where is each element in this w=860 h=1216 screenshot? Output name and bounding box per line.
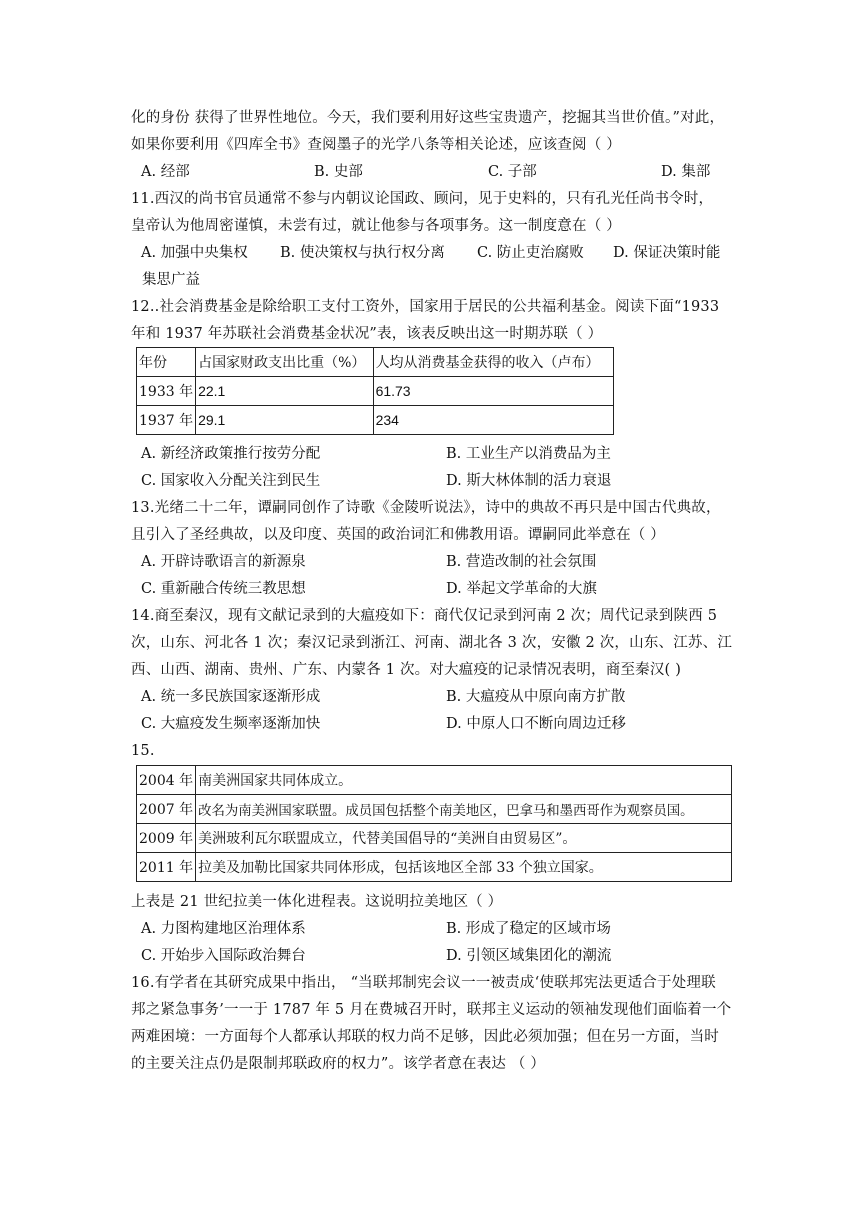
table-cell: 61.73 <box>373 377 613 406</box>
question-14-text: 次，山东、河北各 1 次；秦汉记录到浙江、河南、湖北各 3 次，安徽 2 次，山东、江苏、江 <box>131 635 733 651</box>
table-cell: 29.1 <box>196 406 373 435</box>
table-cell: 1937 年 <box>137 406 196 435</box>
ussr-fund-table <box>136 347 614 435</box>
question-16-text: 两难困境：一方面每个人都承认邦联的权力尚不足够，因此必须加强；但在另一方面，当时 <box>131 1029 719 1045</box>
question-13-text: 且引入了圣经典故，以及印度、英国的政治词汇和佛教用语。谭嗣同此举意在（ ） <box>131 527 666 543</box>
option-a: A. 统一多民族国家逐渐形成 <box>141 689 321 705</box>
table-cell: 美洲玻利瓦尔联盟成立，代替美国倡导的“美洲自由贸易区”。 <box>196 824 732 853</box>
table-row <box>137 853 732 882</box>
option-c: C. 子部 <box>488 164 537 180</box>
table-header-cell: 占国家财政支出比重（%） <box>196 348 373 377</box>
option-b: B. 使决策权与执行权分离 <box>280 245 445 261</box>
option-a: A. 力图构建地区治理体系 <box>141 921 306 937</box>
option-d: D. 斯大林体制的活力衰退 <box>446 473 612 489</box>
option-c: C. 大瘟疫发生频率逐渐加快 <box>141 716 321 732</box>
table-header-cell: 年份 <box>137 348 196 377</box>
table-cell: 1933 年 <box>137 377 196 406</box>
option-a: A. 新经济政策推行按劳分配 <box>141 446 321 462</box>
option-c: C. 国家收入分配关注到民生 <box>141 473 321 489</box>
table-row <box>137 824 732 853</box>
option-c: C. 防止吏治腐败 <box>477 245 584 261</box>
option-b: B. 营造改制的社会氛围 <box>446 554 597 570</box>
option-b: B. 形成了稳定的区域市场 <box>446 921 611 937</box>
latin-america-table <box>136 765 732 882</box>
option-b: B. 大瘟疫从中原向南方扩散 <box>446 689 626 705</box>
question-11-text: 皇帝认为他周密谨慎，未尝有过，就让他参与各项事务。这一制度意在（ ） <box>131 218 621 234</box>
option-b: B. 史部 <box>314 164 363 180</box>
option-c: C. 开始步入国际政治舞台 <box>141 948 306 964</box>
table-cell: 2009 年 <box>137 824 196 853</box>
table-cell: 2004 年 <box>137 766 196 795</box>
table-row <box>137 766 732 795</box>
option-d: D. 举起文学革命的大旗 <box>446 581 597 597</box>
option-d: D. 引领区域集团化的潮流 <box>446 948 612 964</box>
table-cell: 南美洲国家共同体成立。 <box>196 766 732 795</box>
question-15-number: 15. <box>131 743 155 759</box>
table-row <box>137 406 614 435</box>
table-cell: 改名为南美洲国家联盟。成员国包括整个南美地区，巴拿马和墨西哥作为观察员国。 <box>196 795 732 824</box>
option-d: D. 保证决策时能 <box>613 245 721 261</box>
option-d: D. 中原人口不断向周边迁移 <box>446 716 626 732</box>
option-d-continuation: 集思广益 <box>142 272 200 288</box>
question-12-text: 12..社会消费基金是除给职工支付工资外，国家用于居民的公共福利基金。阅读下面“1933 <box>131 299 720 315</box>
option-c: C. 重新融合传统三教思想 <box>141 581 306 597</box>
question-14-text: 14.商至秦汉，现有文献记录到的大瘟疫如下：商代仅记录到河南 2 次；周代记录到陕西 5 <box>131 608 718 624</box>
question-text: 如果你要利用《四库全书》查阅墨子的光学八条等相关论述，应该查阅（ ） <box>131 137 621 153</box>
option-b: B. 工业生产以消费品为主 <box>446 446 611 462</box>
table-cell: 拉美及加勒比国家共同体形成，包括该地区全部 33 个独立国家。 <box>196 853 732 882</box>
option-a: A. 加强中央集权 <box>141 245 248 261</box>
question-11-text: 11.西汉的尚书官员通常不参与内朝议论国政、顾问，见于史料的，只有孔光任尚书令时， <box>131 191 714 207</box>
option-a: A. 经部 <box>141 164 190 180</box>
table-row <box>137 795 732 824</box>
table-cell: 234 <box>373 406 613 435</box>
option-a: A. 开辟诗歌语言的新源泉 <box>141 554 306 570</box>
question-16-text: 的主要关注点仍是限制邦联政府的权力”。该学者意在表达 （ ） <box>131 1056 546 1072</box>
question-text: 化的身份 获得了世界性地位。今天，我们要利用好这些宝贵遗产，挖掘其当世价值。”对此， <box>131 110 725 126</box>
question-13-text: 13.光绪二十二年，谭嗣同创作了诗歌《金陵听说法》，诗中的典故不再只是中国古代典故， <box>131 500 721 516</box>
table-cell: 22.1 <box>196 377 373 406</box>
table-cell: 2011 年 <box>137 853 196 882</box>
option-d: D. 集部 <box>661 164 711 180</box>
question-14-text: 西、山西、湖南、贵州、广东、内蒙各 1 次。对大瘟疫的记录情况表明，商至秦汉( ) <box>131 662 682 678</box>
table-cell: 2007 年 <box>137 795 196 824</box>
table-header-cell: 人均从消费基金获得的收入（卢布） <box>373 348 613 377</box>
table-row <box>137 377 614 406</box>
question-12-text: 年和 1937 年苏联社会消费基金状况”表，该表反映出这一时期苏联（ ） <box>131 326 603 342</box>
table-header-row <box>137 348 614 377</box>
question-16-text: 16.有学者在其研究成果中指出， “当联邦制宪会议一一被责成‘使联邦宪法更适合于处理联 <box>131 975 716 991</box>
question-16-text: 邦之紧急事务’一一于 1787 年 5 月在费城召开时，联邦主义运动的领袖发现他们面临着一个 <box>131 1002 732 1018</box>
question-15-text: 上表是 21 世纪拉美一体化进程表。这说明拉美地区（ ） <box>131 894 503 910</box>
